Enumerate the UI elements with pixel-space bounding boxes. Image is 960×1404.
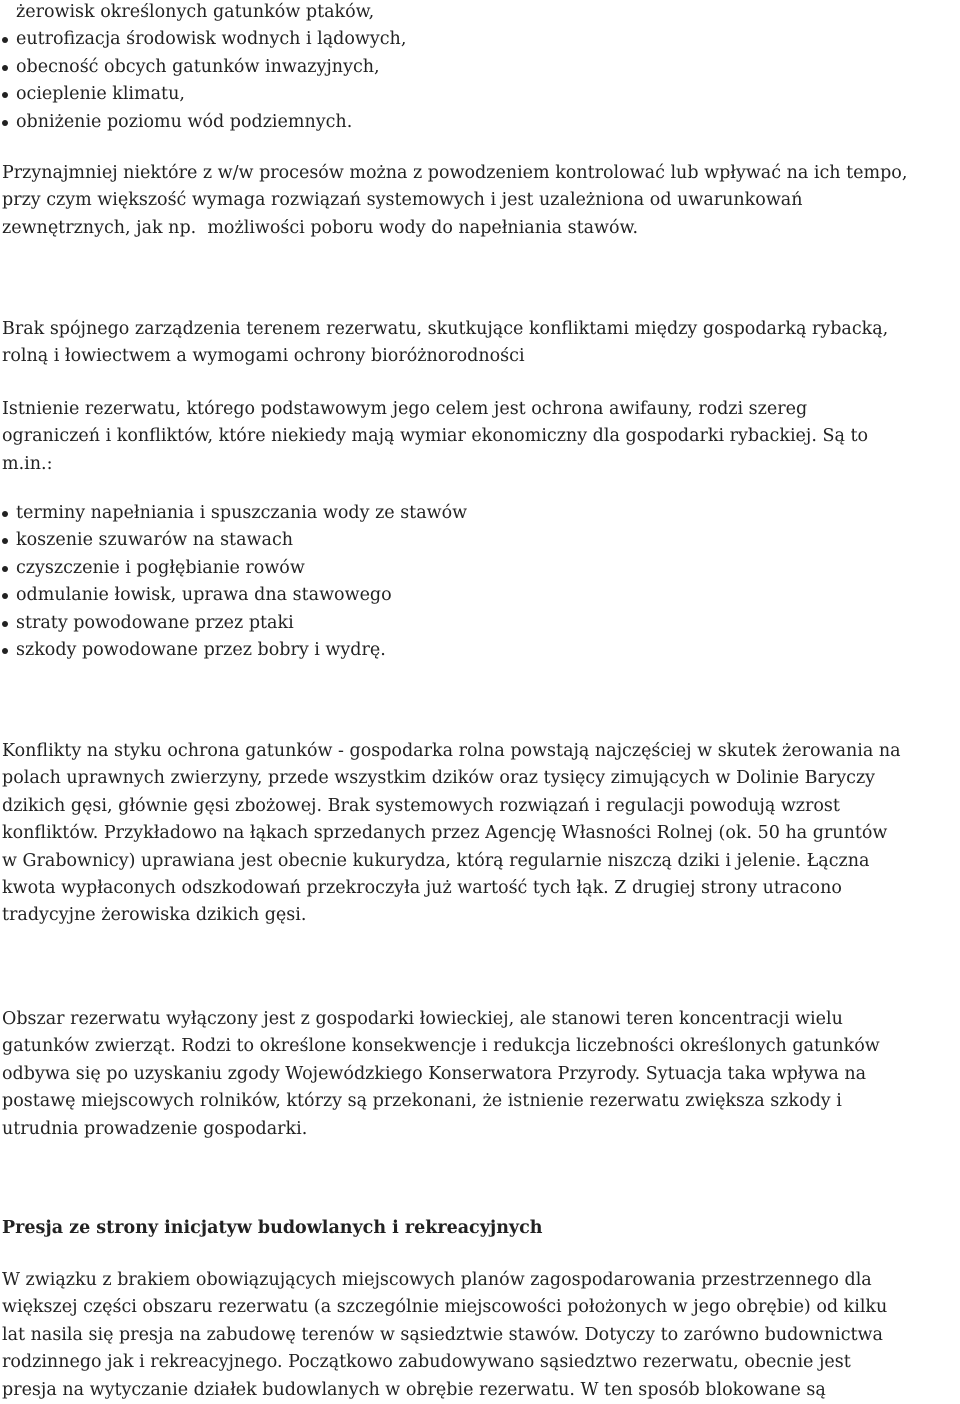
list-item <box>2 500 958 527</box>
paragraph-line: Konflikty na styku ochrona gatunków - gospodarka rolna powstają najczęściej w skutek żerowania na <box>2 741 901 761</box>
list-item <box>2 610 958 637</box>
list-item <box>2 555 958 582</box>
paragraph-hunting <box>2 1006 958 1143</box>
paragraph-line: przy czym większość wymaga rozwiązań systemowych i jest uzależniona od uwarunkowań <box>2 190 803 211</box>
bullet-icon <box>2 120 8 126</box>
bullet-icon <box>2 538 8 544</box>
list-item <box>2 109 958 136</box>
paragraph-line: odbywa się po uzyskaniu zgody Wojewódzkiego Konserwatora Przyrody. Sytuacja taka wpływa na <box>2 1063 867 1084</box>
list-item-text: obniżenie poziomu wód podziemnych. <box>16 111 353 132</box>
paragraph-line: kwota wypłaconych odszkodowań przekroczyła już wartość tych łąk. Z drugiej strony utracono <box>2 878 842 899</box>
list-item <box>2 582 958 609</box>
paragraph-line: większej części obszaru rezerwatu (a szczególnie miejscowości położonych w jego obrębie) od kilku <box>2 1297 888 1318</box>
paragraph-line: lat nasila się presja na zabudowę terenów w sąsiedztwie stawów. Dotyczy to zarówno budownictwa <box>2 1324 883 1345</box>
paragraph-line: tradycyjne żerowiska dzikich gęsi. <box>2 905 307 926</box>
paragraph-line: postawę miejscowych rolników, którzy są przekonani, że istnienie rezerwatu zwiększa szkody i <box>2 1091 842 1112</box>
paragraph-line: Brak spójnego zarządzenia terenem rezerwatu, skutkujące konfliktami między gospodarką rybacką, <box>2 319 889 339</box>
paragraph-line: zewnętrznych, jak np. możliwości poboru wody do napełniania stawów. <box>2 217 639 238</box>
bullet-icon <box>2 92 8 98</box>
paragraph-line: gatunków zwierząt. Rodzi to określone konsekwencje i redukcja liczebności określonych gatunków <box>2 1036 880 1057</box>
paragraph-line: Istnienie rezerwatu, którego podstawowym jego celem jest ochrona awifauny, rodzi szereg <box>2 399 808 419</box>
paragraph-line: polach uprawnych zwierzyny, przede wszystkim dzików oraz tysięcy zimujących w Dolinie Baryczy <box>2 768 876 789</box>
list-item-text: koszenie szuwarów na stawach <box>16 530 294 551</box>
list-item <box>2 81 958 108</box>
paragraph-management <box>2 316 958 371</box>
list-item <box>2 0 958 26</box>
paragraph-line: rodzinnego jak i rekreacyjnego. Początkowo zabudowywano sąsiedztwo rezerwatu, obecnie jest <box>2 1352 851 1373</box>
list-item-text: szkody powodowane przez bobry i wydrę. <box>16 640 386 661</box>
list-item <box>2 527 958 554</box>
bullet-icon <box>2 593 8 599</box>
list-item-text: odmulanie łowisk, uprawa dna stawowego <box>16 585 392 606</box>
paragraph-line: utrudnia prowadzenie gospodarki. <box>2 1118 308 1139</box>
list-item-text: czyszczenie i pogłębianie rowów <box>16 557 305 578</box>
paragraph-line: ograniczeń i konfliktów, które niekiedy mają wymiar ekonomiczny dla gospodarki rybackiej. Są to <box>2 426 869 447</box>
section-heading: Presja ze strony inicjatyw budowlanych i rekreacyjnych <box>2 1218 543 1238</box>
list-item-text: terminy napełniania i spuszczania wody ze stawów <box>16 503 468 523</box>
paragraph-line: presja na wytyczanie działek budowlanych w obrębie rezerwatu. W ten sposób blokowane są <box>2 1379 826 1400</box>
list-item-text: eutrofizacja środowisk wodnych i lądowych, <box>16 29 407 50</box>
list-item-text: ocieplenie klimatu, <box>16 84 185 105</box>
paragraph-line: dzikich gęsi, głównie gęsi zbożowej. Brak systemowych rozwiązań i regulacji powodują wzrost <box>2 795 840 816</box>
list-item-text: żerowisk określonych gatunków ptaków, <box>16 2 375 22</box>
bullet-icon <box>2 511 8 517</box>
paragraph-agriculture-conflicts <box>2 738 958 930</box>
threats-list <box>2 0 958 136</box>
paragraph-line: konfliktów. Przykładowo na łąkach sprzedanych przez Agencję Własności Rolnej (ok. 50 ha gruntów <box>2 823 888 844</box>
bullet-icon <box>2 621 8 627</box>
list-item <box>2 54 958 81</box>
bullet-icon <box>2 65 8 71</box>
bullet-icon <box>2 37 8 43</box>
bullet-icon <box>2 566 8 572</box>
paragraph-line: rolną i łowiectwem a wymogami ochrony bioróżnorodności <box>2 346 525 367</box>
conflicts-list <box>2 500 958 664</box>
list-item <box>2 26 958 53</box>
list-item-text: straty powodowane przez ptaki <box>16 612 294 633</box>
paragraph-process-control <box>2 160 958 242</box>
list-item-text: obecność obcych gatunków inwazyjnych, <box>16 56 380 77</box>
paragraph-line: W związku z brakiem obowiązujących miejscowych planów zagospodarowania przestrzennego dla <box>2 1270 872 1290</box>
paragraph-line: Przynajmniej niektóre z w/w procesów można z powodzeniem kontrolować lub wpływać na ich tempo, <box>2 163 908 183</box>
paragraph-reserve-conflicts <box>2 396 958 478</box>
paragraph-line: m.in.: <box>2 453 53 474</box>
bullet-icon <box>2 648 8 654</box>
list-item <box>2 637 958 664</box>
paragraph-line: w Grabownicy) uprawiana jest obecnie kukurydza, którą regularnie niszczą dziki i jelenie. Łączna <box>2 850 870 871</box>
paragraph-line: Obszar rezerwatu wyłączony jest z gospodarki łowieckiej, ale stanowi teren koncentracji wielu <box>2 1009 843 1029</box>
paragraph-construction-pressure <box>2 1267 958 1404</box>
